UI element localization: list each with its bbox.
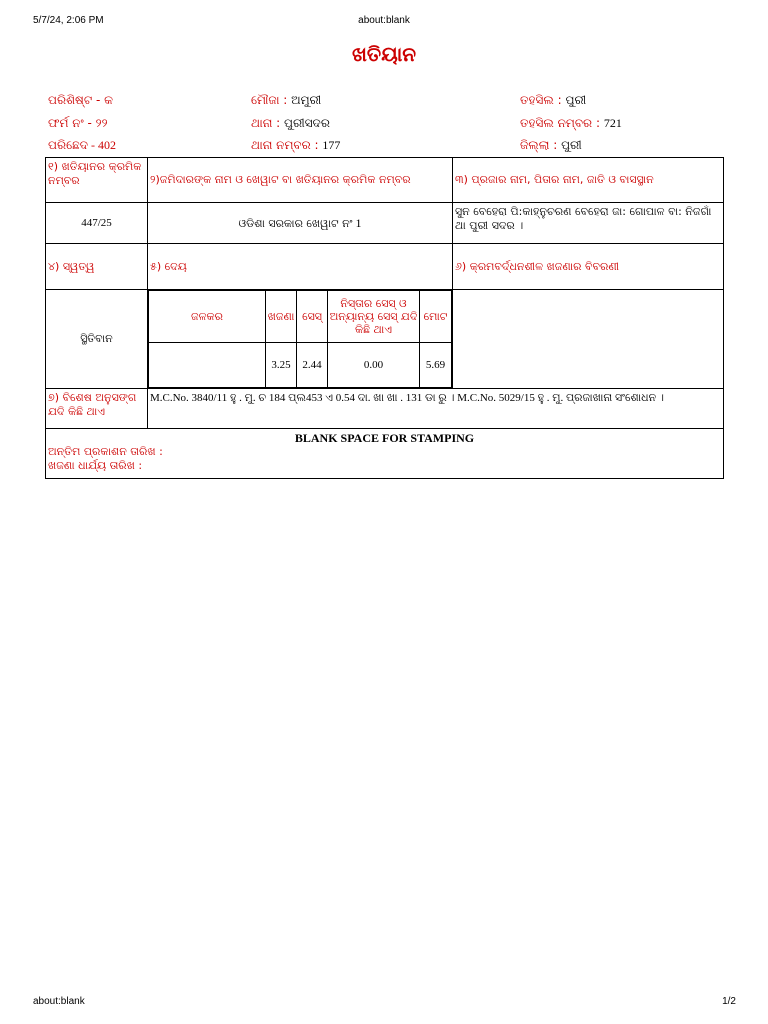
dues-header-mot: ମୋଟ: [420, 291, 452, 343]
table-row: [46, 244, 724, 290]
meta-tahasil: ତହସିଲ : ପୁରୀ: [520, 93, 587, 107]
header-dues: ୫) ଦେୟ: [148, 244, 453, 290]
meta-thana: ଥାନା : ପୁରୀସଦର: [251, 116, 330, 130]
tenant-details: ସୁନ ବେହେରା ପି:କାହ୍ନୁଚରଣ ବେହେରା ଜା: ଗୋପାଳ ବା: ନିଜଗାଁ ଥା ପୁରୀ ସଦର ।: [453, 203, 724, 244]
khatiyan-table: [45, 157, 724, 479]
meta-parichhed: ପରିଛେଦ - 402: [48, 138, 116, 152]
zamindar-cell: [148, 203, 453, 244]
dues-jalakar: [149, 343, 266, 388]
dues-cell: [148, 290, 453, 389]
table-row: [46, 429, 724, 479]
dues-header-nistar: ନିସ୍ତାର ସେସ୍ ଓ ଅନ୍ୟାନ୍ୟ ସେସ୍ ଯଦି କିଛି ଥାଏ: [328, 291, 420, 343]
dues-value-row: [149, 343, 452, 388]
progressive-rent-value: [453, 290, 724, 389]
dues-header-row: [149, 291, 452, 343]
khatiyan-no: 447/25: [46, 203, 148, 244]
print-header: [0, 15, 768, 29]
document-title: ଖତିୟାନ: [351, 42, 417, 66]
final-publication-date: ଅନ୍ତିମ ପ୍ରକାଶନ ତାରିଖ :: [48, 445, 163, 458]
header-tenant: ୩) ପ୍ରଜାର ନାମ, ପିତାର ନାମ, ଜାତି ଓ ବାସସ୍ଥାନ: [453, 158, 724, 203]
header-khatiyan-no: ୧) ଖତିୟାନର କ୍ରମିକ ନମ୍ବର: [46, 158, 148, 203]
header-progressive-rent: ୬) କ୍ରମବର୍ଦ୍ଧନଶୀଳ ଖଜଣାର ବିବରଣୀ: [453, 244, 724, 290]
zamindar-number: 1: [352, 215, 362, 230]
meta-thana-no: ଥାନା ନମ୍ବର : 177: [251, 138, 341, 152]
meta-parishishta: ପରିଶିଷ୍ଟ - କ: [48, 93, 113, 107]
meta-district: ଜିଲ୍ଲା : ପୁରୀ: [520, 138, 582, 152]
dues-table: [148, 290, 452, 388]
zamindar-name: ଓଡିଶା ସରକାର ଖେୱାଟ ନଂ: [238, 216, 353, 230]
print-page-title: about:blank: [358, 15, 410, 26]
header-remarks: ୭) ବିଶେଷ ଅନୁସଙ୍ଗ ଯଦି କିଛି ଥାଏ: [46, 389, 148, 429]
stamp-title: BLANK SPACE FOR STAMPING: [294, 431, 475, 445]
table-row: [46, 290, 724, 389]
meta-form-no: ଫର୍ମ ନଂ - ୨୨: [48, 116, 108, 130]
dues-header-khajana: ଖଜଣା: [266, 291, 297, 343]
header-zamindar: ୨)ଜମିଦାରଙ୍କ ନାମ ଓ ଖେୱାଟ ବା ଖତିୟାନର କ୍ରମିକ ନମ୍ବର: [148, 158, 453, 203]
remarks-value: M.C.No. 3840/11 ହୁ . ମୁ. ଚ 184 ପ୍ଲ453 ଏ 0.54 ଦା. ଖା ଖା . 131 ଡା ରୁ । M.C.No. 5029/15 ହୁ . ମୁ. ପ୍ରଜାଖାନା ସଂଶୋଧନ ।: [148, 389, 724, 429]
table-row: [46, 203, 724, 244]
svatva-value: ସ୍ଥିତିବାନ: [46, 290, 148, 389]
table-row: [46, 158, 724, 203]
meta-tahasil-no: ତହସିଲ ନମ୍ବର : 721: [520, 116, 622, 130]
rent-assessment-date: ଖଜଣା ଧାର୍ଯ୍ୟ ତାରିଖ :: [48, 459, 143, 472]
print-date: 5/7/24, 2:06 PM: [33, 15, 104, 26]
dues-total: 5.69: [420, 343, 452, 388]
dues-ses: 2.44: [297, 343, 328, 388]
dues-khajana: 3.25: [266, 343, 297, 388]
dues-header-ses: ସେସ୍: [297, 291, 328, 343]
table-row: [46, 389, 724, 429]
print-url: about:blank: [33, 996, 85, 1007]
print-footer: [0, 996, 768, 1010]
dues-header-jalakar: ଜଳକର: [149, 291, 266, 343]
stamping-area: [46, 429, 724, 479]
header-svatva: ୪) ସ୍ୱତ୍ୱ: [46, 244, 148, 290]
page-number: 1/2: [722, 996, 736, 1007]
dues-nistar: 0.00: [328, 343, 420, 388]
meta-mouza: ମୌଜା : ଅମୁରୀ: [251, 93, 322, 107]
